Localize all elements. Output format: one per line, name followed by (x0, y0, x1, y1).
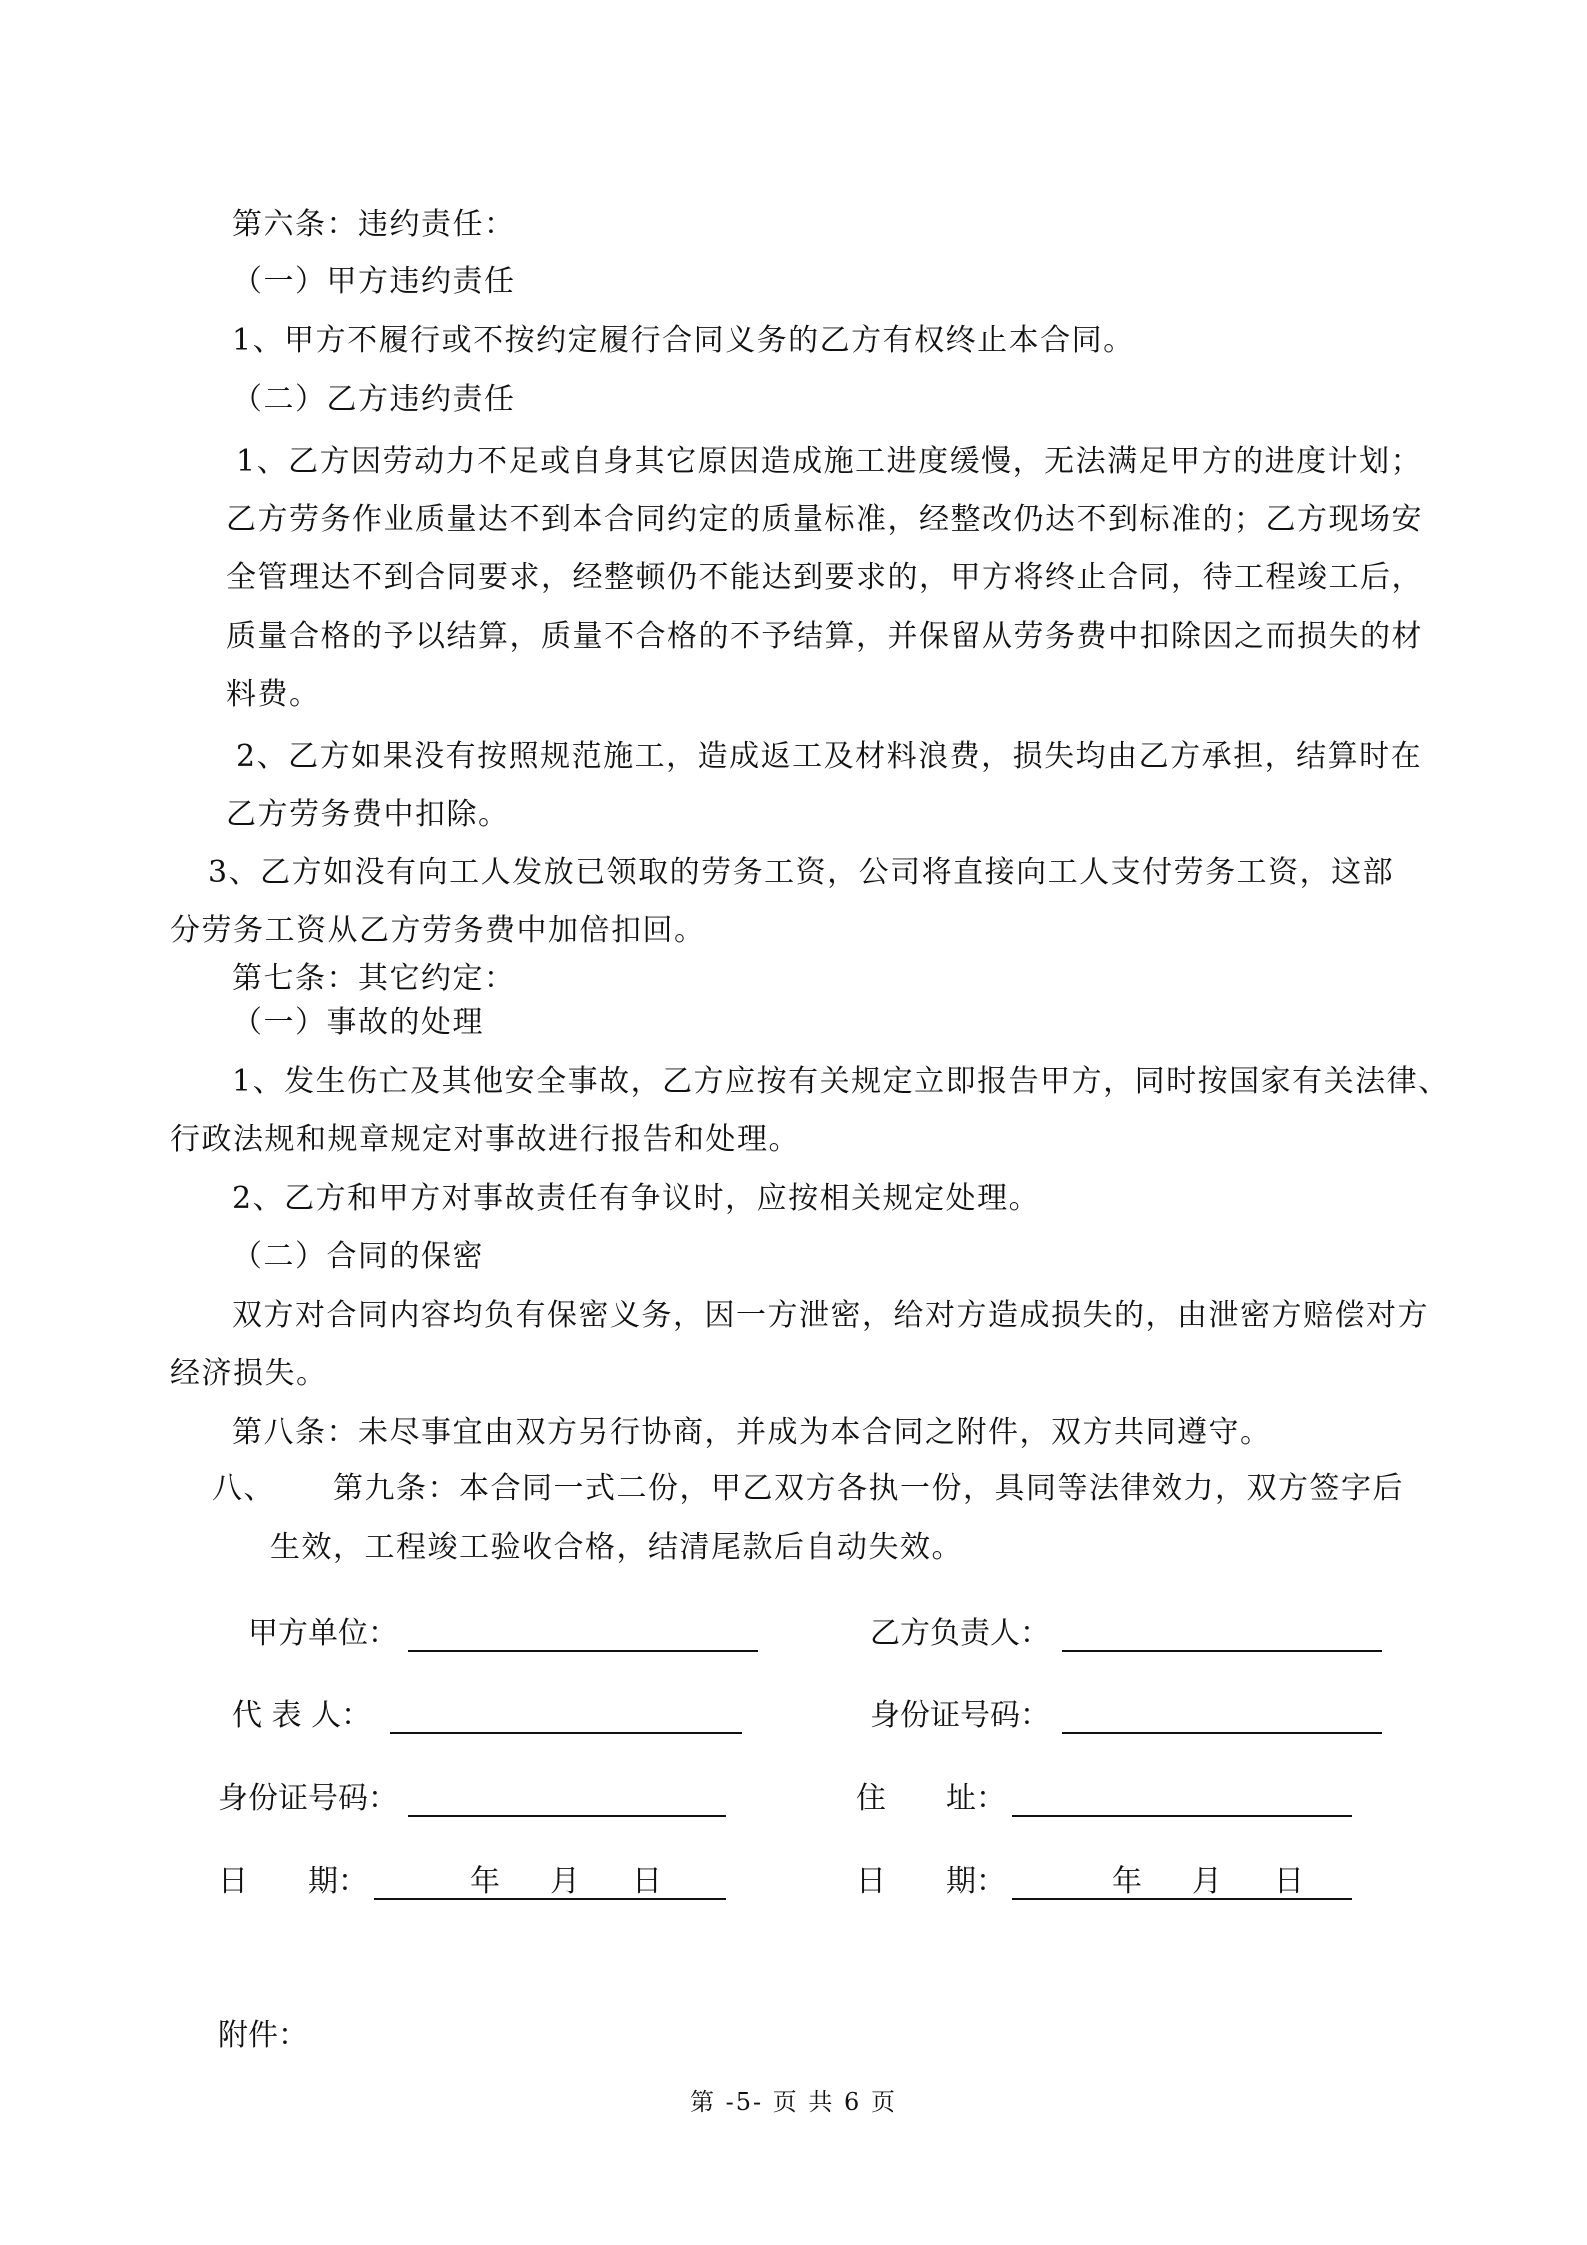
article-7-title: 第七条：其它约定： (232, 961, 516, 996)
party-a-year: 年 (470, 1864, 500, 1899)
article-6-section-2-item-1-line-5: 料费。 (226, 677, 321, 712)
article-6-section-2-item-1-line-4: 质量合格的予以结算，质量不合格的不予结算，并保留从劳务费中扣除因之而损失的材 (226, 619, 1423, 654)
party-b-year: 年 (1112, 1864, 1142, 1899)
article-6-section-2-title: （二）乙方违约责任 (232, 382, 516, 417)
article-9-line-1: 第九条：本合同一式二份，甲乙双方各执一份，具同等法律效力，双方签字后 (333, 1471, 1404, 1506)
article-6-section-1-title: （一）甲方违约责任 (232, 264, 516, 299)
article-7-section-1-title: （一）事故的处理 (232, 1005, 484, 1040)
party-b-date-label: 日 期： (856, 1864, 1006, 1899)
party-a-unit-line[interactable] (408, 1650, 758, 1652)
party-a-rep-line[interactable] (390, 1732, 742, 1734)
article-7-section-1-item-1-line-1: 1、发生伤亡及其他安全事故，乙方应按有关规定立即报告甲方，同时按国家有关法律、 (232, 1064, 1450, 1099)
article-6-title: 第六条：违约责任： (232, 207, 516, 242)
party-b-id-line[interactable] (1062, 1732, 1382, 1734)
attachment-label: 附件： (218, 2018, 308, 2053)
article-6-section-2-item-3-line-1: 3、乙方如没有向工人发放已领取的劳务工资，公司将直接向工人支付劳务工资，这部 (208, 855, 1395, 890)
article-6-section-1-item-1: 1、甲方不履行或不按约定履行合同义务的乙方有权终止本合同。 (232, 323, 1135, 358)
party-a-date-label: 日 期： (218, 1864, 368, 1899)
party-b-address-label: 住 址： (856, 1781, 1006, 1816)
party-a-month: 月 (550, 1864, 580, 1899)
page-footer: 第 -5- 页 共 6 页 (690, 2088, 897, 2116)
party-b-id-label: 身份证号码： (870, 1698, 1050, 1733)
party-b-month: 月 (1192, 1864, 1222, 1899)
article-8: 第八条：未尽事宜由双方另行协商，并成为本合同之附件，双方共同遵守。 (232, 1415, 1272, 1450)
article-7-section-2-paragraph-line-2: 经济损失。 (170, 1356, 328, 1391)
article-6-section-2-item-2-line-2: 乙方劳务费中扣除。 (226, 797, 510, 832)
party-a-unit-label: 甲方单位： (248, 1616, 398, 1651)
article-6-section-2-item-1-line-2: 乙方劳务作业质量达不到本合同约定的质量标准，经整改仍达不到标准的；乙方现场安 (226, 502, 1423, 537)
article-9-line-2: 生效，工程竣工验收合格，结清尾款后自动失效。 (270, 1530, 963, 1565)
article-6-section-2-item-3-line-2: 分劳务工资从乙方劳务费中加倍扣回。 (170, 913, 706, 948)
party-a-id-label: 身份证号码： (218, 1781, 398, 1816)
article-7-section-1-item-1-line-2: 行政法规和规章规定对事故进行报告和处理。 (170, 1122, 800, 1157)
article-9-number: 八、 (212, 1471, 275, 1506)
party-a-id-line[interactable] (408, 1815, 726, 1817)
party-b-owner-line[interactable] (1062, 1650, 1382, 1652)
party-a-day: 日 (632, 1864, 662, 1899)
article-7-section-2-paragraph-line-1: 双方对合同内容均负有保密义务，因一方泄密，给对方造成损失的，由泄密方赔偿对方 (232, 1298, 1429, 1333)
party-a-rep-label: 代 表 人： (232, 1698, 372, 1733)
party-b-address-line[interactable] (1012, 1815, 1352, 1817)
party-b-owner-label: 乙方负责人： (870, 1616, 1050, 1651)
article-7-section-2-title: （二）合同的保密 (232, 1239, 484, 1274)
article-6-section-2-item-1-line-1: 1、乙方因劳动力不足或自身其它原因造成施工进度缓慢，无法满足甲方的进度计划； (236, 444, 1423, 479)
party-b-day: 日 (1274, 1864, 1304, 1899)
article-6-section-2-item-1-line-3: 全管理达不到合同要求，经整顿仍不能达到要求的，甲方将终止合同，待工程竣工后， (226, 560, 1423, 595)
article-6-section-2-item-2-line-1: 2、乙方如果没有按照规范施工，造成返工及材料浪费，损失均由乙方承担，结算时在 (236, 739, 1423, 774)
article-7-section-1-item-2: 2、乙方和甲方对事故责任有争议时，应按相关规定处理。 (232, 1181, 1041, 1216)
